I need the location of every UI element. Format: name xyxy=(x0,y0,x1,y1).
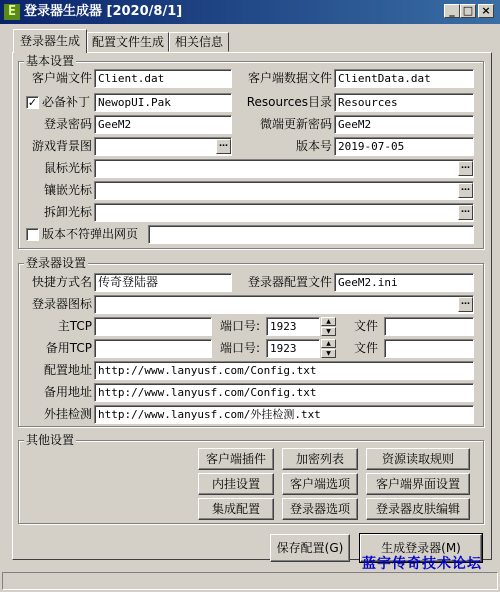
integration-config-button[interactable]: 集成配置 xyxy=(198,498,274,520)
backup-port-up-icon[interactable]: ▲ xyxy=(321,339,336,348)
config-address-input[interactable]: http://www.lanyusf.com/Config.txt xyxy=(94,361,474,380)
remove-cursor-label: 拆卸光标 xyxy=(43,205,92,219)
launcher-icon-label: 登录器图标 xyxy=(31,297,92,311)
client-ui-settings-button[interactable]: 客户端界面设置 xyxy=(366,473,470,495)
update-password-label: 微端更新密码 xyxy=(259,117,332,131)
save-config-button[interactable]: 保存配置(G) xyxy=(270,534,350,562)
backup-address-input[interactable]: http://www.lanyusf.com/Config.txt xyxy=(94,383,474,402)
cursor-browse-button[interactable]: … xyxy=(458,161,473,176)
backup-port-spinner[interactable] xyxy=(321,339,336,358)
password-label: 登录密码 xyxy=(43,117,92,131)
background-image-label: 游戏背景图 xyxy=(31,139,92,153)
other-settings-legend: 其他设置 xyxy=(26,433,75,447)
resources-label: Resources目录 xyxy=(246,95,332,109)
backup-file-input[interactable] xyxy=(384,339,474,358)
shortcut-input[interactable]: 传奇登陆器 xyxy=(94,273,232,292)
backup-port-down-icon[interactable]: ▼ xyxy=(321,349,336,358)
client-options-button[interactable]: 客户端选项 xyxy=(282,473,358,495)
app-icon: E xyxy=(4,4,20,20)
client-data-label: 客户端数据文件 xyxy=(247,71,332,85)
inlay-cursor-label: 镶嵌光标 xyxy=(43,183,92,197)
background-image-browse-button[interactable]: … xyxy=(216,139,231,154)
config-file-input[interactable]: GeeM2.ini xyxy=(334,273,474,292)
cursor-input[interactable] xyxy=(94,159,474,178)
tab-config-file[interactable]: 配置文件生成 xyxy=(87,32,169,52)
patch-input[interactable]: NewopUI.Pak xyxy=(94,93,232,112)
backup-tcp-input[interactable] xyxy=(94,339,212,358)
plugin-check-input[interactable]: http://www.lanyusf.com/外挂检测.txt xyxy=(94,405,474,424)
basic-settings-legend: 基本设置 xyxy=(26,54,75,68)
inlay-cursor-input[interactable] xyxy=(94,181,474,200)
resource-rules-button[interactable]: 资源读取规则 xyxy=(366,448,470,470)
config-address-label: 配置地址 xyxy=(43,363,92,377)
client-data-input[interactable]: ClientData.dat xyxy=(334,69,474,88)
main-file-input[interactable] xyxy=(384,317,474,336)
remove-cursor-input[interactable] xyxy=(94,203,474,222)
client-file-label: 客户端文件 xyxy=(31,71,92,85)
backup-port-label: 端口号: xyxy=(220,341,261,355)
status-bar xyxy=(2,572,498,590)
patch-checkbox[interactable]: ✓ xyxy=(27,96,38,109)
popup-label: 版本不符弹出网页 xyxy=(42,227,139,241)
client-file-input[interactable]: Client.dat xyxy=(94,69,232,88)
backup-tcp-label: 备用TCP xyxy=(45,341,92,355)
password-input[interactable]: GeeM2 xyxy=(94,115,232,134)
plugin-check-label: 外挂检测 xyxy=(43,407,92,421)
launcher-icon-input[interactable] xyxy=(94,295,474,314)
popup-checkbox[interactable] xyxy=(26,228,39,241)
main-tcp-input[interactable] xyxy=(94,317,212,336)
close-button[interactable]: × xyxy=(478,4,494,18)
remove-cursor-browse-button[interactable]: … xyxy=(458,205,473,220)
maximize-button[interactable]: □ xyxy=(460,4,476,18)
config-file-label: 登录器配置文件 xyxy=(247,275,332,289)
main-port-down-icon[interactable]: ▼ xyxy=(321,327,336,336)
backup-address-label: 备用地址 xyxy=(43,385,92,399)
backup-file-label: 文件 xyxy=(353,341,378,355)
skin-editor-button[interactable]: 登录器皮肤编辑 xyxy=(366,498,470,520)
cursor-label: 鼠标光标 xyxy=(43,161,92,175)
builtin-plugin-button[interactable]: 内挂设置 xyxy=(198,473,274,495)
main-port-label: 端口号: xyxy=(220,319,261,333)
main-file-label: 文件 xyxy=(353,319,378,333)
patch-label: 必备补丁 xyxy=(42,95,91,109)
window-title: 登录器生成器 [2020/8/1] xyxy=(24,4,183,19)
backup-port-input[interactable]: 1923 xyxy=(266,339,320,358)
launcher-options-button[interactable]: 登录器选项 xyxy=(282,498,358,520)
update-password-input[interactable]: GeeM2 xyxy=(334,115,474,134)
encryption-list-button[interactable]: 加密列表 xyxy=(282,448,358,470)
main-port-input[interactable]: 1923 xyxy=(266,317,320,336)
resources-input[interactable]: Resources xyxy=(334,93,474,112)
tab-info[interactable]: 相关信息 xyxy=(169,32,229,52)
inlay-cursor-browse-button[interactable]: … xyxy=(458,183,473,198)
login-settings-legend: 登录器设置 xyxy=(26,256,87,270)
background-image-input[interactable] xyxy=(94,137,232,156)
launcher-icon-browse-button[interactable]: … xyxy=(458,297,473,312)
main-port-spinner[interactable] xyxy=(321,317,336,336)
generate-launcher-button[interactable]: 生成登录器(M) xyxy=(360,534,482,562)
client-plugin-button[interactable]: 客户端插件 xyxy=(198,448,274,470)
minimize-button[interactable]: _ xyxy=(444,4,460,18)
tab-generator[interactable]: 登录器生成 xyxy=(13,29,87,53)
forum-watermark: 蓝宇传奇技术论坛 xyxy=(362,556,482,572)
shortcut-label: 快捷方式名 xyxy=(31,275,92,289)
main-port-up-icon[interactable]: ▲ xyxy=(321,317,336,326)
version-label: 版本号 xyxy=(295,139,332,153)
popup-url-input[interactable] xyxy=(148,225,474,244)
version-input[interactable]: 2019-07-05 xyxy=(334,137,474,156)
main-tcp-label: 主TCP xyxy=(57,319,92,333)
title-bar[interactable] xyxy=(0,0,500,24)
